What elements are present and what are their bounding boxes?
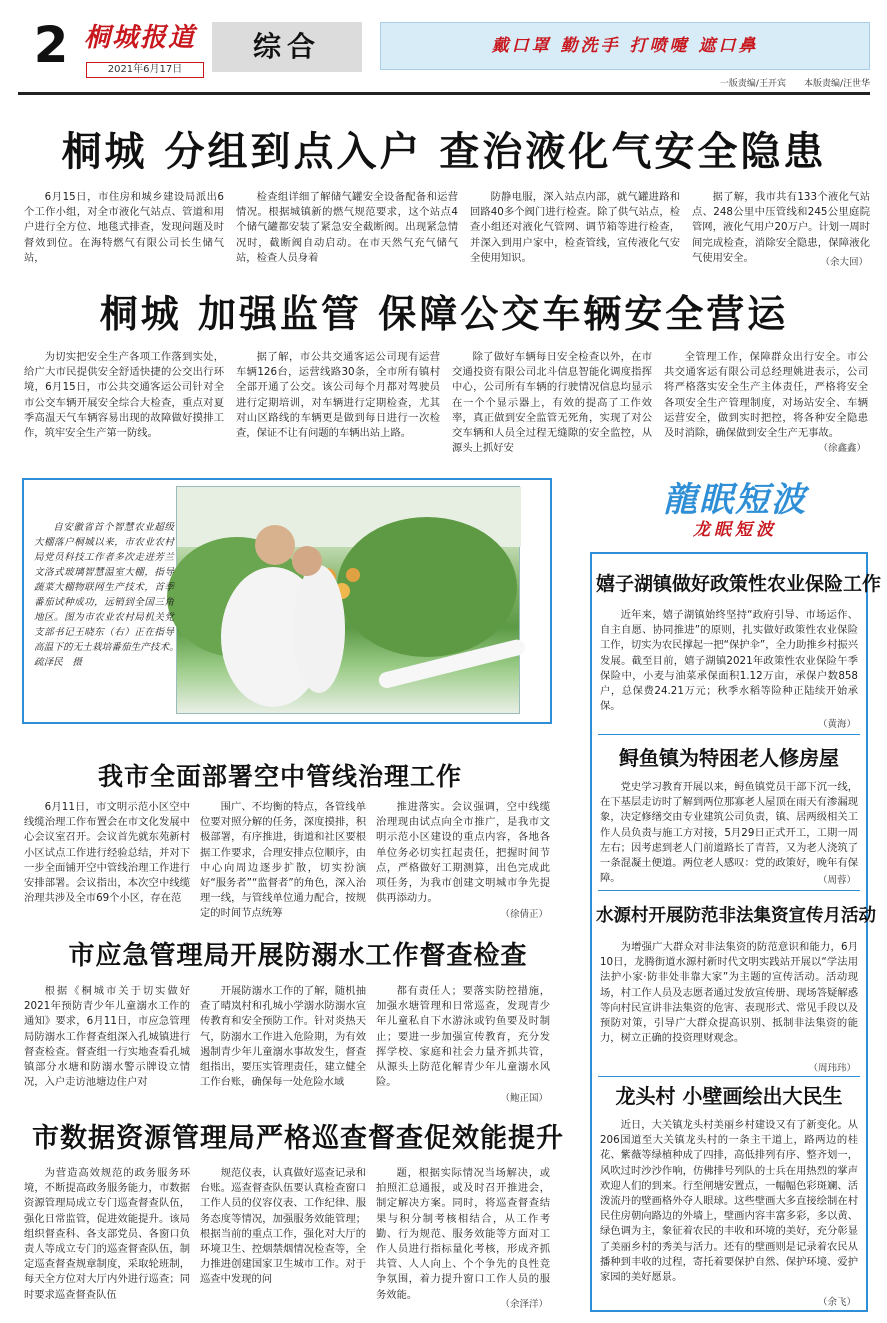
article4-signature: （鲍正国）	[500, 1093, 548, 1104]
slogan-text: 戴口罩 勤洗手 打喷嚏 遮口鼻	[491, 36, 759, 56]
photo-caption: 自安徽省首个智慧农业超级大棚落户桐城以来，市农业农村局党员科技工作者多次走进芳兰文洛式玻璃智慧温室大棚，指导蔬菜大棚物联网生产技术，首季番茄试种成功，远销到全国三角地区。图为市农业农村局机关党支部书记王晓东（右）正在指导高温下的无土栽培番茄生产技术。 疏泽民 摄	[34, 522, 174, 668]
side-divider	[598, 890, 860, 891]
editors-line: 一版责编/王开宾 本版责编/汪世华	[719, 79, 870, 89]
side-item1-body: 近年来，嬉子湖镇始终坚持“政府引导、市场运作、自主自愿、协同推进”的原则，扎实做好政策性农业保险工作，切实为农民撑起一把“保护伞”，全力助推乡村振兴发展。截至目前，嬉子湖镇2021年政策性农业保险午季保险中，小麦与油菜承保面积1.12万亩，承保户数858户，总保费24.21万元；秋季水稻等险种正陆续开始承保。	[600, 609, 858, 713]
article2-col2: 据了解，市公共交通客运公司现有运营车辆126台，运营线路30条，全市所有镇村全部开通了公交。该公司每个月都对驾驶员进行定期培训，对车辆进行定期检查，尤其对山区路线的车辆更是做到每日进行一次检查，保证不让有问题的车辆出站上路。	[236, 351, 440, 440]
article1-col2: 检查组详细了解储气罐安全设备配备和运营情况。根据城镇新的燃气规范要求，这个站点4个储气罐都安装了紧急安全截断阀。出现紧急情况时，截断阀自动启动。在市天然气充气储气站，检查人员身着	[236, 191, 458, 264]
side-divider	[598, 734, 860, 735]
article2-col4: 全管理工作，保障群众出行安全。市公共交通客运有限公司总经理姚进表示，公司将严格落实安全生产主体责任，严格将安全各项安全生产管理制度，对场站安全、车辆运营安全，做到实时把控，将各种安全隐患及时消除，确保做到安全生产无事故。	[664, 351, 868, 440]
side-item2-body: 党史学习教育开展以来，鲟鱼镇党员干部下沉一线，在下基层走访时了解到两位那寡老人屋顶在雨天有渗漏现象，决定修缮交由专业建筑公司负责，镇、居两级相关工作人员负责与施工方对接，5月29日正式开工，工期一周左右；因考虑到老人门前道路长了青苔，又为老人浇筑了一条混凝土便道。两位老人感叹：党的政策好，晚年有保障。	[600, 781, 858, 885]
side-item4-body: 近日，大关镇龙头村美丽乡村建设又有了新变化。从206国道至大关镇龙头村的一条主干道上，路两边的桂花、紫薇等绿植种成了四排，高低排列有序、整齐划一，风吹过时沙沙作响，仿佛排号列队的士兵在用热烈的掌声欢迎人们的到来。行至闸塘安置点，一幅幅色彩斑斓、活泼流丹的壁画格外夺人眼球。这些壁画大多直接绘制在村民住房朝向路边的外墙上，壁画内容丰富多彩，多以黄、绿色调为主，象征着农民的丰收和环境的美好，充分彰显了美丽乡村的秀美与活力。还有的壁画则是记录着农民从播种到丰收的过程，寄托着要保护自然、保护环境、爱护家园的美好愿景。	[600, 1119, 858, 1284]
article2-col1: 为切实把安全生产各项工作落到实处，给广大市民提供安全舒适快捷的公交出行环境，6月15日，市公共交通客运公司针对全市公交车辆开展安全综合大检查，重点对夏季高温天气车辆容易出现的故障做好摸排工作，筑牢安全生产第一防线。	[24, 351, 224, 440]
issue-date: 2021年6月17日	[86, 62, 204, 78]
headline-bus-safety: 桐城 加强监管 保障公交车辆安全营运	[99, 291, 789, 336]
side-item2-title: 鲟鱼镇为特困老人修房屋	[619, 746, 839, 770]
article2-signature: （徐鑫鑫）	[818, 443, 866, 454]
article4-col1: 根据《桐城市关于切实做好2021年预防青少年儿童溺水工作的通知》要求，6月11日，市应急管理局防溺水工作督查组深入孔城镇进行督查检查。督查组一行实地查看孔城镇部分水塘和防溺水警示牌设立情况，入户走访池塘边住户对	[24, 985, 190, 1089]
article4-col3: 都有责任人；要落实防控措施，加强水塘管理和日常巡查，发现青少年儿童私自下水游泳或钓鱼要及时制止；要进一步加强宣传教育，充分发挥学校、家庭和社会力量齐抓共管，从源头上防范化解青少年儿童溺水风险。	[376, 985, 550, 1089]
side-divider	[598, 1076, 860, 1077]
page-number: 2	[33, 16, 69, 74]
article1-col4: 据了解，我市共有133个液化气站点、248公里中压管线和245公里庭院管网，液化气用户20万户。计划一周时间完成检查，消除安全隐患，保障液化气使用安全。	[692, 191, 870, 264]
article1-col3: 防静电服，深入站点内部，就气罐进路和回路40多个阀门进行检查。除了供气站点，检查小组还对液化气管网、调节箱等进行检查，并深入到用户家中，检查管线，宣传液化气安全使用知识。	[470, 191, 680, 264]
article5-signature: （余泽洋）	[500, 1299, 548, 1310]
side-item3-title: 水源村开展防范非法集资宣传月活动	[596, 906, 876, 926]
article1-col1: 6月15日，市住房和城乡建设局派出6个工作小组，对全市液化气站点、管道和用户进行全方位、地毯式排查，发现问题及时督效到位。在海特燃气有限公司长生储气站，	[24, 191, 224, 264]
article1-signature: （余大回）	[820, 257, 868, 268]
headline-lpg-inspection: 桐城 分组到点入户 查治液化气安全隐患	[61, 128, 827, 175]
side-item4-signature: （余飞）	[817, 1297, 856, 1308]
article3-signature: （徐倩正）	[500, 909, 548, 920]
article5-col3: 题，根据实际情况当场解决，或拍照汇总通报，或及时召开推进会，制定解决方案。同时，将巡查督查结果与积分制考核相结合，从工作考勤、行为规范、服务效能等方面对工作人员进行指标量化考核，形成齐抓共管、人人向上、个个争先的良性竞争氛围，着力提升窗口工作人员的服务效能。	[376, 1167, 550, 1301]
paper-logo: 桐城报道	[84, 23, 197, 53]
article5-col2: 规范仪表，认真做好巡查记录和台账。巡查督查队伍要认真检查窗口工作人员的仪容仪表、工作纪律、服务态度等情况，加强服务效能管理；根据当前的重点工作，强化对大厅的环境卫生、控烟禁烟情况检查等，全力推进创建国家卫生城市工作。对于巡查中发现的问	[200, 1167, 366, 1286]
article3-col1: 6月11日，市文明示范小区空中线缆治理工作布置会在市文化发展中心会议室召开。会议首先就东苑新村小区试点工作进行经验总结，并对下一步全面铺开空中管线治理工作进行安排部署。会议指出，本次空中线缆治理共涉及全市69个小区，存在范	[24, 801, 190, 905]
article3-col3: 推进落实。会议强调，空中线缆治理现由试点向全市推广，是我市文明示范小区建设的重点内容，各地各单位务必切实扛起责任，把握时间节点，严格做好工期测算，出色完成此项任务，为我市创建文明城市争先提供再添动力。	[376, 801, 550, 905]
side-item3-signature: （周玮玮）	[808, 1063, 856, 1074]
headline-data-bureau: 市数据资源管理局严格巡查督查促效能提升	[32, 1123, 564, 1154]
greenhouse-illustration	[177, 487, 521, 715]
greenhouse-photo	[176, 486, 520, 714]
side-item2-signature: （周蓉）	[817, 875, 856, 886]
masthead-rule	[18, 92, 870, 95]
side-item3-body: 为增强广大群众对非法集资的防范意识和能力，6月10日，龙腾街道水源村新时代文明实践站开展以“学法用法护小家·防非处非靠大家”为主题的宣传活动。活动现场，村工作人员及志愿者通过发放宣传册、现场答疑解惑等向村民宣讲非法集资的危害、表现形式、常见手段以及预防对策，引导广大群众提高识别、抵制非法集资的能力，树立正确的投资理财观念。	[600, 941, 858, 1045]
side-item4-title: 龙头村 小壁画绘出大民生	[615, 1084, 843, 1108]
column-logo: 龍眠短波	[663, 480, 807, 520]
section-title: 综合	[252, 30, 321, 63]
article5-col1: 为营造高效规范的政务服务环境，不断提高政务服务能力，市数据资源管理局成立专门巡查督查队伍，强化日常监管，促进效能提升。该局组织督查科、各支部党员、各窗口负责人等成立专门的巡查督查队伍，制定巡查督查规章制度，采取轮班制，每天全方位对大厅内外进行巡查；同时要求巡查督查队伍	[24, 1167, 190, 1301]
article3-col2: 围广、不均衡的特点，各管线单位要对照分解的任务，深度摸排，积极部署，有序推进，街道和社区要根据工作要求，合理安排点位顺序，由中心向周边逐步扩散，切实扮演好“服务者”“监督者”的角色，深入治理一线，与管线单位通力配合，按规定的时间节点统筹	[200, 801, 366, 920]
column-logo-sub: 龙眠短波	[693, 520, 777, 540]
headline-overhead-cables: 我市全面部署空中管线治理工作	[97, 762, 462, 791]
headline-drowning-prevention: 市应急管理局开展防溺水工作督查检查	[68, 941, 528, 971]
article4-col2: 开展防溺水工作的了解，随机抽查了晴岚村和孔城小学溺水防溺水宣传教育和安全预防工作。针对炎热天气，防溺水工作进入危险期，为有效遏制青少年儿童溺水事故发生，督查组指出，要压实管理责任，建立健全工作台账，确保每一处危险水域	[200, 985, 366, 1089]
article2-col3: 除了做好车辆每日安全检查以外，在市交通投资有限公司北斗信息智能化调度指挥中心，公司所有车辆的行驶情况信息均显示在一个个显示器上，有效的提高了工作效率，真正做到安全监管无死角，实现了对公交车辆和人员全过程无缝隙的安全监控，从源头上抓好安	[452, 351, 652, 455]
side-item1-signature: （黄海）	[817, 719, 856, 730]
side-item1-title: 嬉子湖镇做好政策性农业保险工作	[596, 573, 882, 595]
